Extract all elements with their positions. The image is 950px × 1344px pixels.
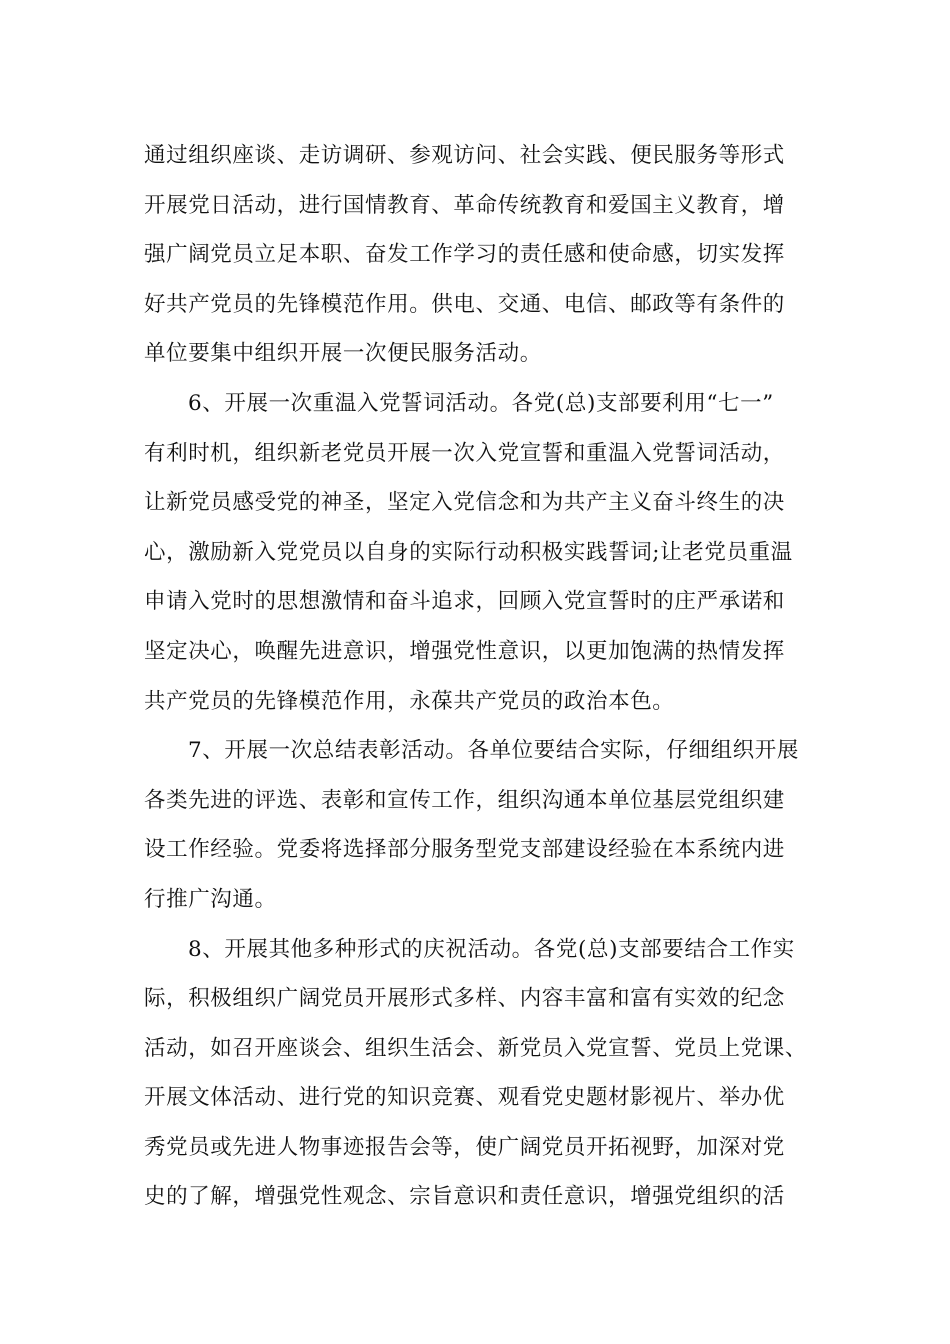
text-line: 申请入党时的思想激情和奋斗追求，回顾入党宣誓时的庄严承诺和 [144,589,785,615]
text-line: 8、开展其他多种形式的庆祝活动。各党(总)支部要结合工作实 [188,936,795,962]
text-line: 行推广沟通。 [144,886,277,912]
text-line: 共产党员的先锋模范作用，永葆共产党员的政治本色。 [144,688,675,714]
text-line: 坚定决心，唤醒先进意识，增强党性意识，以更加饱满的热情发挥 [144,638,785,664]
paragraph-item-7 [144,726,814,924]
text-line: 单位要集中组织开展一次便民服务活动。 [144,341,542,367]
text-line: 7、开展一次总结表彰活动。各单位要结合实际，仔细组织开展 [188,738,799,764]
text-line: 通过组织座谈、走访调研、参观访问、社会实践、便民服务等形式 [144,143,785,168]
text-line: 6、开展一次重温入党誓词活动。各党(总)支部要利用“七一” [188,390,774,416]
text-line: 史的了解，增强党性观念、宗旨意识和责任意识，增强党组织的活 [144,1184,785,1210]
text-line: 有利时机，组织新老党员开展一次入党宣誓和重温入党誓词活动， [144,440,785,466]
text-line: 让新党员感受党的神圣，坚定入党信念和为共产主义奋斗终生的决 [144,490,785,516]
document-body [144,131,814,1222]
text-line: 活动，如召开座谈会、组织生活会、新党员入党宣誓、党员上党课、 [144,1035,808,1061]
text-line: 开展党日活动，进行国情教育、革命传统教育和爱国主义教育，增 [144,192,785,218]
text-line: 设工作经验。党委将选择部分服务型党支部建设经验在本系统内进 [144,837,785,863]
text-line: 心，激励新入党党员以自身的实际行动积极实践誓词;让老党员重温 [144,539,793,565]
paragraph-service-activities [144,131,814,379]
text-line: 际，积极组织广阔党员开展形式多样、内容丰富和富有实效的纪念 [144,986,785,1012]
text-line: 好共产党员的先锋模范作用。供电、交通、电信、邮政等有条件的 [144,291,785,317]
text-line: 秀党员或先进人物事迹报告会等，使广阔党员开拓视野，加深对党 [144,1134,785,1160]
paragraph-item-6 [144,379,814,726]
paragraph-item-8 [144,925,814,1223]
text-line: 各类先进的评选、表彰和宣传工作，组织沟通本单位基层党组织建 [144,787,785,813]
text-line: 强广阔党员立足本职、奋发工作学习的责任感和使命感，切实发挥 [144,242,785,268]
text-line: 开展文体活动、进行党的知识竞赛、观看党史题材影视片、举办优 [144,1085,785,1111]
